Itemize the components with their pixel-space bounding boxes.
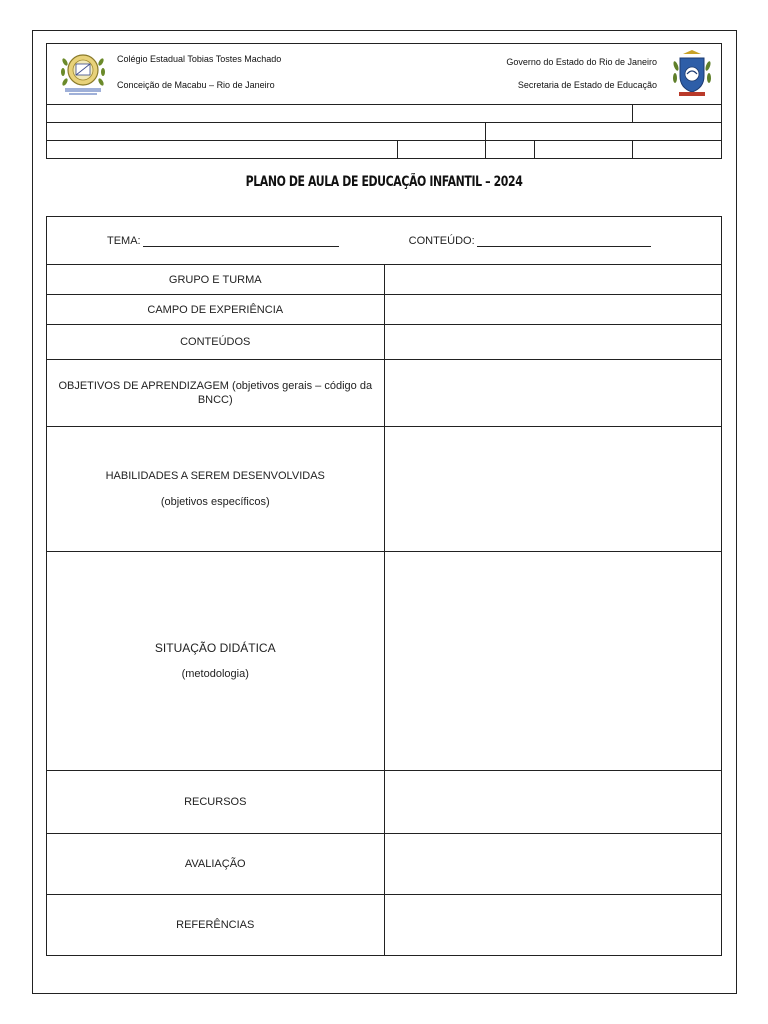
conteudos-label: CONTEÚDOS <box>47 325 385 360</box>
situacao-didatica-value[interactable] <box>384 552 722 771</box>
grid-divider-a <box>632 105 633 122</box>
lesson-plan-table <box>46 216 722 956</box>
document-title: PLANO DE AULA DE EDUCAÇÃO INFANTIL – 2024 <box>245 174 523 190</box>
table-row-habilidades <box>47 427 722 552</box>
table-row-situacao-didatica <box>47 552 722 771</box>
school-location: Conceição de Macabu – Rio de Janeiro <box>117 80 275 90</box>
table-row-campo-experiencia <box>47 295 722 325</box>
table-row-referencias <box>47 895 722 956</box>
government-name: Governo do Estado do Rio de Janeiro <box>506 57 657 67</box>
school-logo-icon <box>59 48 107 98</box>
table-row-grupo-turma <box>47 265 722 295</box>
school-name: Colégio Estadual Tobias Tostes Machado <box>117 54 282 64</box>
grid-divider-d <box>534 140 535 158</box>
situacao-didatica-label: SITUAÇÃO DIDÁTICA <box>154 641 276 655</box>
grid-divider-e <box>632 140 633 158</box>
grupo-turma-value[interactable] <box>384 265 722 295</box>
grid-line-1 <box>46 122 722 123</box>
table-row-conteudos <box>47 325 722 360</box>
habilidades-label: HABILIDADES A SEREM DESENVOLVIDAS <box>105 470 325 482</box>
situacao-didatica-sublabel: (metodologia) <box>181 668 249 680</box>
conteudo-field[interactable] <box>477 234 651 247</box>
table-row-avaliacao <box>47 834 722 895</box>
habilidades-cell <box>47 427 385 552</box>
recursos-value[interactable] <box>384 771 722 834</box>
referencias-label: REFERÊNCIAS <box>47 895 385 956</box>
avaliacao-label: AVALIAÇÃO <box>47 834 385 895</box>
grid-divider-c <box>397 140 398 158</box>
referencias-value[interactable] <box>384 895 722 956</box>
table-row-recursos <box>47 771 722 834</box>
recursos-label: RECURSOS <box>47 771 385 834</box>
habilidades-sublabel: (objetivos específicos) <box>160 496 270 508</box>
state-coat-of-arms-icon <box>671 50 713 98</box>
objetivos-value[interactable] <box>384 360 722 427</box>
conteudos-value[interactable] <box>384 325 722 360</box>
document-header <box>46 43 722 105</box>
campo-experiencia-value[interactable] <box>384 295 722 325</box>
habilidades-value[interactable] <box>384 427 722 552</box>
conteudo-label: CONTEÚDO: <box>408 234 475 247</box>
avaliacao-value[interactable] <box>384 834 722 895</box>
tema-field[interactable] <box>143 234 339 247</box>
tema-row <box>47 217 722 265</box>
table-row-objetivos <box>47 360 722 427</box>
grid-line-2 <box>46 140 722 141</box>
grid-divider-b <box>485 122 486 158</box>
secretariat-name: Secretaria de Estado de Educação <box>517 80 657 90</box>
tema-label: TEMA: <box>107 234 141 247</box>
campo-experiencia-label: CAMPO DE EXPERIÊNCIA <box>47 295 385 325</box>
situacao-didatica-cell <box>47 552 385 771</box>
grupo-turma-label: GRUPO E TURMA <box>47 265 385 295</box>
objetivos-label: OBJETIVOS DE APRENDIZAGEM (objetivos gerais – código da BNCC) <box>47 360 385 427</box>
grid-left-border <box>46 105 47 159</box>
grid-line-3 <box>46 158 722 159</box>
grid-right-border <box>721 105 722 159</box>
